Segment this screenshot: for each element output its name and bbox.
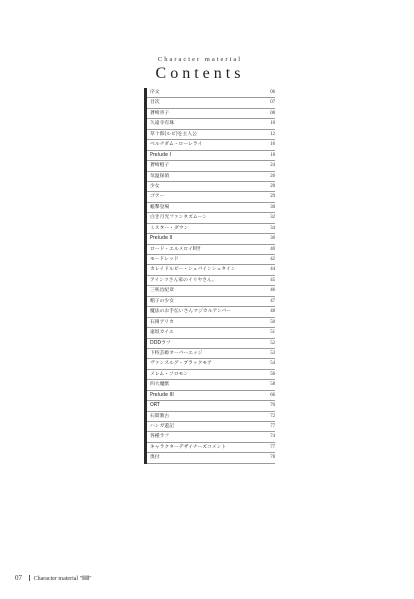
toc-entry-label: 遠坂カイエ bbox=[150, 330, 174, 336]
toc-entry bbox=[147, 130, 275, 140]
toc-entry-label: 各種ラフ bbox=[150, 434, 170, 440]
toc-entry bbox=[147, 286, 275, 296]
toc-entry-label: 少女 bbox=[150, 183, 160, 189]
toc-entry-page: 46 bbox=[270, 288, 275, 294]
toc-entry-label: 四大魔獣 bbox=[150, 382, 170, 388]
toc-entry-label: ミスター・ダウン bbox=[150, 225, 189, 231]
toc-entry-label: 三咲出紀章 bbox=[150, 288, 174, 294]
toc-entry-label: 魔法のお手伝いさんマジカルアンバー bbox=[150, 309, 232, 315]
toc-entry-page: 50 bbox=[270, 319, 275, 325]
toc-entry-label: 帳撃登場 bbox=[150, 204, 170, 210]
toc-entry bbox=[147, 339, 275, 349]
toc-entry-label: DDDラフ bbox=[150, 340, 171, 346]
toc-entry bbox=[147, 443, 275, 453]
toc-entry-page: 24 bbox=[270, 163, 275, 169]
toc-entry bbox=[147, 318, 275, 328]
toc-entry-label: アインツさん家のイリヤさん。 bbox=[150, 277, 217, 283]
toc-entry-page: 18 bbox=[270, 152, 275, 158]
toc-entry-page: 29 bbox=[270, 194, 275, 200]
toc-entry bbox=[147, 109, 275, 119]
toc-entry-page: 51 bbox=[270, 330, 275, 336]
toc-entry bbox=[147, 412, 275, 422]
toc-entry-page: 08 bbox=[270, 110, 275, 116]
toc-entry-label: 草十郎(ルビ)を主人公 bbox=[150, 131, 197, 137]
toc-entry-page: 06 bbox=[270, 90, 275, 95]
toc-entry-page: 16 bbox=[270, 142, 275, 148]
table-of-contents bbox=[144, 88, 275, 464]
toc-entry bbox=[147, 422, 275, 432]
toc-entry-label: 奥付 bbox=[150, 455, 160, 461]
toc-entry bbox=[147, 98, 275, 108]
toc-entry bbox=[147, 140, 275, 150]
toc-entry-label: 久遠寺有珠 bbox=[150, 121, 174, 127]
toc-entry-page: 78 bbox=[270, 455, 275, 461]
toc-entry-label: 帽子の少女 bbox=[150, 298, 174, 304]
toc-entry bbox=[147, 380, 275, 390]
toc-entry-label: 蒼崎橙子 bbox=[150, 163, 170, 169]
toc-entry-label: カレイドルビー・シュバインシュタイン bbox=[150, 267, 236, 273]
contents-header bbox=[130, 56, 270, 83]
page-title: Contents bbox=[155, 65, 245, 82]
toc-entry-label: ベルナダム・ローレライ bbox=[150, 142, 203, 148]
toc-entry-page: 45 bbox=[270, 277, 275, 283]
toc-entry-page: 52 bbox=[270, 340, 275, 346]
footer-divider bbox=[29, 575, 30, 581]
toc-entry-label: 石間教古 bbox=[150, 413, 170, 419]
toc-entry bbox=[147, 370, 275, 380]
toc-entry-page: 44 bbox=[270, 267, 275, 273]
toc-entry bbox=[147, 234, 275, 244]
toc-entry-page: 74 bbox=[270, 434, 275, 440]
toc-entry-page: 56 bbox=[270, 371, 275, 377]
toc-entry bbox=[147, 401, 275, 411]
page-footer bbox=[15, 574, 92, 582]
toc-entry-label: Prelude III bbox=[150, 392, 174, 398]
toc-entry bbox=[147, 245, 275, 255]
toc-entry-page: 40 bbox=[270, 246, 275, 252]
toc-entry bbox=[147, 203, 275, 213]
toc-entry bbox=[147, 224, 275, 234]
toc-entry bbox=[147, 255, 275, 265]
toc-entry-label: 気温探偵 bbox=[150, 173, 170, 179]
toc-entry-page: 42 bbox=[270, 257, 275, 262]
toc-entry bbox=[147, 192, 275, 202]
toc-entry-page: 54 bbox=[270, 361, 275, 367]
toc-entry bbox=[147, 151, 275, 161]
toc-entry bbox=[147, 172, 275, 182]
toc-entry-page: 53 bbox=[270, 350, 275, 356]
toc-entry-label: メレム・ソロモン bbox=[150, 371, 189, 377]
toc-entry bbox=[147, 276, 275, 286]
toc-entry-label: 白き月光ファンタズムーン bbox=[150, 215, 207, 221]
toc-entry-page: 70 bbox=[270, 403, 275, 409]
toc-entry-label: 蒼崎青子 bbox=[150, 110, 170, 116]
toc-entry-label: ゴアー bbox=[150, 194, 165, 200]
toc-entry-label: ハンガ遊記 bbox=[150, 424, 174, 429]
toc-entry bbox=[147, 453, 275, 463]
toc-entry-page: 77 bbox=[270, 444, 275, 450]
toc-entry bbox=[147, 359, 275, 369]
toc-entry bbox=[147, 328, 275, 338]
toc-entry bbox=[147, 265, 275, 275]
toc-entry-page: 77 bbox=[270, 424, 275, 429]
toc-entry bbox=[147, 297, 275, 307]
toc-entry-page: 32 bbox=[270, 215, 275, 221]
toc-entry bbox=[147, 391, 275, 401]
toc-entry-page: 72 bbox=[270, 413, 275, 419]
toc-entry bbox=[147, 349, 275, 359]
footer-book-title: Character material "ⅡⅢ" bbox=[33, 576, 92, 582]
toc-entry-page: 30 bbox=[270, 204, 275, 210]
toc-entry bbox=[147, 432, 275, 442]
toc-entry-label: ロード・エルメロイII世 bbox=[150, 246, 201, 252]
toc-entry-page: 26 bbox=[270, 173, 275, 179]
toc-entry-label: ヴァンスルグ・ブラックモア bbox=[150, 361, 212, 367]
toc-entry-label: Prelude I bbox=[150, 152, 171, 158]
toc-entry-label: モードレッド bbox=[150, 257, 179, 262]
footer-page-number: 07 bbox=[15, 574, 22, 582]
toc-entry-page: 48 bbox=[270, 309, 275, 315]
toc-entry-label: Prelude II bbox=[150, 236, 173, 242]
toc-entry-page: 28 bbox=[270, 183, 275, 189]
toc-entry bbox=[147, 213, 275, 223]
toc-entry bbox=[147, 88, 275, 98]
toc-entry-page: 12 bbox=[270, 131, 275, 137]
toc-entry bbox=[147, 307, 275, 317]
toc-entry-page: 34 bbox=[270, 225, 275, 231]
toc-entry-label: キャラクターデザイナーズコメント bbox=[150, 444, 227, 450]
toc-entry-page: 36 bbox=[270, 236, 275, 242]
toc-entry bbox=[147, 182, 275, 192]
toc-entry-page: 66 bbox=[270, 392, 275, 398]
toc-entry-page: 58 bbox=[270, 382, 275, 388]
toc-entry bbox=[147, 161, 275, 171]
header-subtitle: Character material bbox=[157, 56, 243, 63]
toc-entry bbox=[147, 119, 275, 129]
toc-entry-label: 序文 bbox=[150, 90, 160, 95]
toc-entry-label: ORT bbox=[150, 403, 160, 409]
toc-entry-page: 47 bbox=[270, 298, 275, 304]
toc-entry-page: 10 bbox=[270, 121, 275, 127]
toc-entry-label: 目次 bbox=[150, 100, 160, 106]
toc-entry-label: 石岡アリカ bbox=[150, 319, 174, 325]
toc-entry-label: 下校芸姫オーバーエッジ bbox=[150, 350, 203, 356]
toc-entry-page: 07 bbox=[270, 100, 275, 106]
